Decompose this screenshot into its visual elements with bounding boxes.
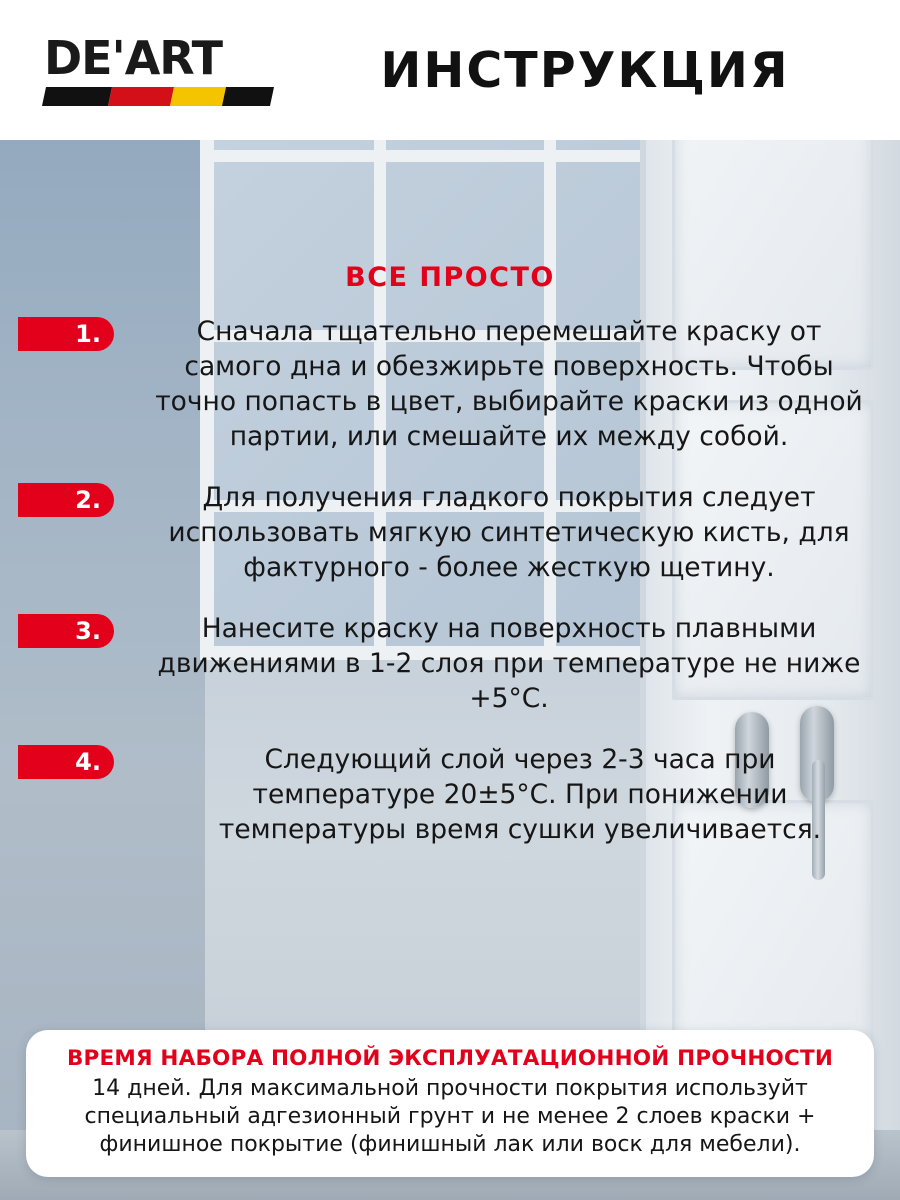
steps-list [0,315,900,848]
step-number-badge: 2. [18,483,114,517]
header [0,0,900,140]
step-number-badge: 3. [18,614,114,648]
footer-note-title: ВРЕМЯ НАБОРА ПОЛНОЙ ЭКСПЛУАТАЦИОННОЙ ПРОЧНОСТИ [66,1046,834,1071]
brand-logo [0,30,300,106]
step-text: Следующий слой через 2-3 часа при температуре 20±5°C. При понижении температуры время сушки увеличивается. [218,743,822,845]
section-subtitle: ВСЕ ПРОСТО [345,262,555,293]
page-title: ИНСТРУКЦИЯ [380,41,790,99]
list-item [0,743,900,848]
step-text: Сначала тщательно перемешайте краску от самого дна и обезжирьте поверхность. Чтобы точно попасть в цвет, выбирайте краски из одной партии, или смешайте их между собой. [155,316,863,452]
list-item [0,315,900,455]
step-number-badge: 4. [18,745,114,779]
step-text: Для получения гладкого покрытия следует использовать мягкую синтетическую кисть, для фактурного - более жесткую щетину. [168,481,850,583]
brand-flag-icon [42,87,274,106]
list-item [0,481,900,586]
footer-note-panel [26,1030,874,1177]
step-text: Нанесите краску на поверхность плавными движениями в 1-2 слоя при температуре не ниже +5°C. [157,612,861,714]
step-number-badge: 1. [18,317,114,351]
list-item [0,612,900,717]
footer-note-body: 14 дней. Для максимальной прочности покрытия используйт специальный адгезионный грунт и не менее 2 слоев краски + финишное покрытие (финишный лак или воск для мебели). [84,1076,816,1158]
brand-logo-text: DE'ART [44,30,223,85]
instruction-content [0,140,900,874]
